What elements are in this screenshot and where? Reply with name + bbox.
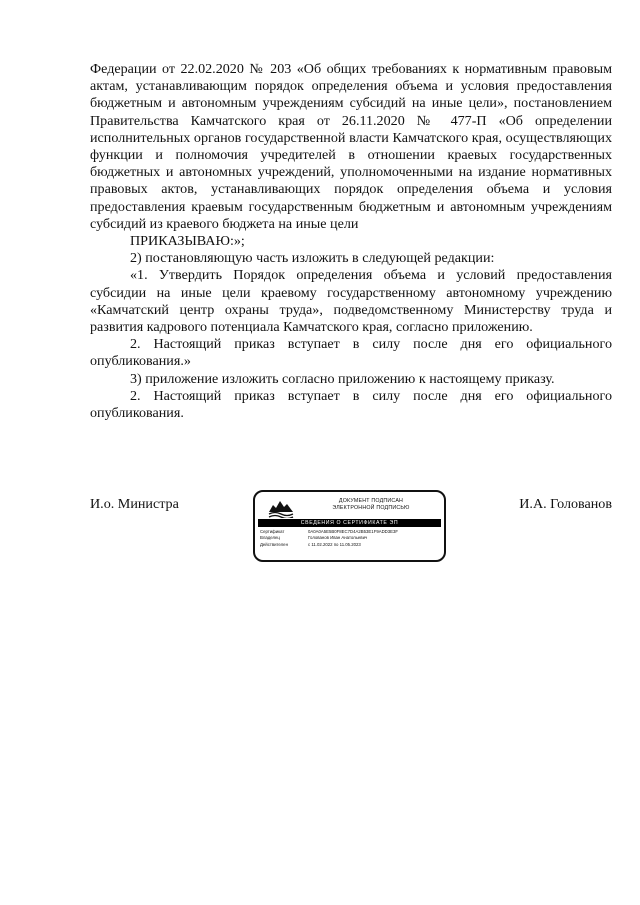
paragraph-amendment-3: 3) приложение изложить согласно приложению к настоящему приказу. bbox=[130, 370, 555, 387]
stamp-heading-line2: ЭЛЕКТРОННОЙ ПОДПИСЬЮ bbox=[332, 505, 410, 511]
stamp-row-label: Действителен bbox=[260, 541, 288, 547]
paragraph-item-2: 2. Настоящий приказ вступает в силу после дня его официального опубликования.» bbox=[90, 336, 612, 370]
signer-name: И.А. Голованов bbox=[519, 496, 612, 512]
stamp-details bbox=[260, 529, 442, 548]
stamp-row-validity bbox=[260, 542, 442, 548]
stamp-row-value: 0A0A0A5E5B0F8EC7D4A2B53E1F9ADD3E3F bbox=[308, 529, 399, 534]
signer-position: И.о. Министра bbox=[90, 496, 179, 512]
paragraph-item-1: «1. Утвердить Порядок определения объема и условий предоставления субсидии на иные цели краевому государственному автономному учреждению «Камчатский центр охраны труда», подведомственному Министерству труда и развития кадрового потенциала Камчатского края, согласно приложению. bbox=[90, 267, 612, 336]
paragraph-preamble: Федерации от 22.02.2020 № 203 «Об общих требованиях к нормативным правовым актам, устанавливающим порядок определения объема и условия предоставления бюджетным и автономным учреждениям субсидий на иные цели», постановлением Правительства Камчатского края от 26.11.2020 № 477-П «Об определении исполнительных органов государственной власти Камчатского края, осуществляющих функции и полномочия учредителей в отношении краевых государственных бюджетных и автономных учреждений, уполномоченными на издание нормативных правовых актов, устанавливающих порядок определения объема и условия предоставления краевым государственным бюджетным и автономным учреждениям субсидий из краевого бюджета на иные цели bbox=[90, 61, 612, 232]
stamp-row-value: с 11.02.2022 по 11.05.2023 bbox=[308, 541, 361, 547]
electronic-signature-stamp bbox=[253, 490, 446, 562]
stamp-certificate-bar: СВЕДЕНИЯ О СЕРТИФИКАТЕ ЭП bbox=[258, 519, 441, 527]
document-body bbox=[90, 61, 612, 422]
stamp-heading-line1: ДОКУМЕНТ ПОДПИСАН bbox=[338, 498, 404, 504]
paragraph-order: ПРИКАЗЫВАЮ:»; bbox=[130, 233, 245, 250]
stamp-row-label: Владелец bbox=[260, 535, 280, 541]
stamp-row-value: Голованов Иван Анатольевич bbox=[308, 535, 368, 541]
stamp-heading bbox=[307, 498, 435, 512]
coat-of-arms-icon bbox=[268, 498, 294, 518]
paragraph-amendment-2: 2) постановляющую часть изложить в следующей редакции: bbox=[130, 250, 495, 267]
stamp-row-label: Сертификат bbox=[260, 529, 285, 534]
paragraph-effective-date: 2. Настоящий приказ вступает в силу после дня его официального опубликования. bbox=[90, 387, 612, 422]
